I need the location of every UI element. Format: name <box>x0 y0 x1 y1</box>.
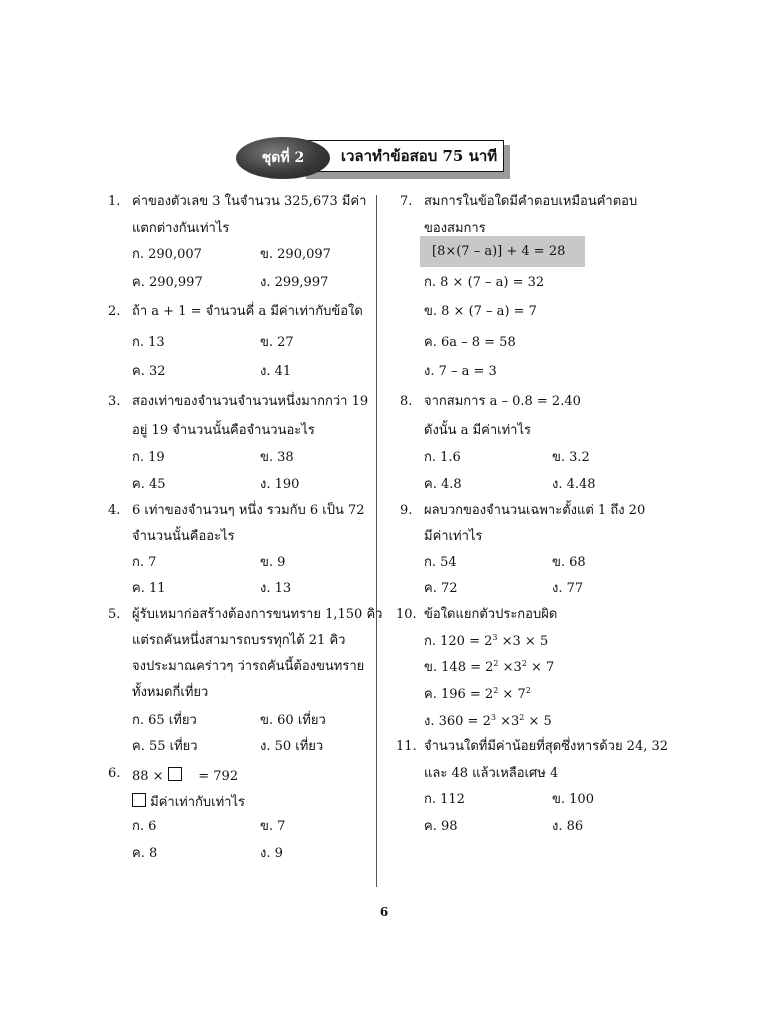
choice-a: ก. 54 <box>424 555 457 570</box>
choice-d: ง. 190 <box>260 477 300 492</box>
choice-d-rest: × 5 <box>524 714 552 729</box>
question-number: 10. <box>396 607 417 622</box>
choice-b-rest: × 7 <box>526 660 555 675</box>
question-text: แต่รถคันหนึ่งสามารถบรรทุกได้ 21 คิว <box>132 633 346 648</box>
set-label: ชุดที่ 2 <box>261 150 305 166</box>
choice-a: ก. 8 × (7 – a) = 32 <box>424 275 545 290</box>
choice-d: ง. 9 <box>260 846 283 861</box>
question-text: ทั้งหมดกี่เที่ยว <box>132 685 209 700</box>
choice-a: ก. 19 <box>132 450 165 465</box>
choice-c: ค. 55 เที่ยว <box>132 739 198 754</box>
question-text: จากสมการ a – 0.8 = 2.40 <box>424 394 581 409</box>
question-text: และ 48 แล้วเหลือเศษ 4 <box>424 766 559 781</box>
question-text <box>132 767 238 783</box>
choice-b-mid: ×3 <box>498 660 522 675</box>
choice-b: ข. 290,097 <box>260 247 331 262</box>
question-text <box>132 793 245 809</box>
choice-b <box>424 660 554 674</box>
choice-a: ก. 112 <box>424 792 465 807</box>
choice-d: ง. 299,997 <box>260 275 329 290</box>
question-number: 2. <box>108 304 121 319</box>
choice-b-base: ข. 148 = 2 <box>424 660 494 675</box>
choice-c: ค. 45 <box>132 477 166 492</box>
question-number: 1. <box>108 194 121 209</box>
blank-box-icon <box>132 793 146 807</box>
choice-b: ข. 38 <box>260 450 294 465</box>
choice-b: ข. 68 <box>552 555 586 570</box>
question-number: 7. <box>400 194 413 209</box>
question-text: จำนวนใดที่มีค่าน้อยที่สุดซึ่งหารด้วย 24, 32 <box>424 739 669 754</box>
question-text: ผู้รับเหมาก่อสร้างต้องการขนทราย 1,150 คิว <box>132 607 383 622</box>
choice-d-mid: ×3 <box>495 714 520 729</box>
choice-d <box>424 714 552 728</box>
choice-a: ก. 6 <box>132 819 157 834</box>
choice-b: ข. 60 เที่ยว <box>260 713 326 728</box>
choice-c-mid: × 7 <box>498 687 526 702</box>
question-text: 6 เท่าของจำนวนๆ หนึ่ง รวมกับ 6 เป็น 72 <box>132 503 365 518</box>
question-number: 4. <box>108 503 121 518</box>
exponent: 2 <box>519 713 525 722</box>
choice-c: ค. 11 <box>132 581 166 596</box>
exam-time-title: เวลาทำข้อสอบ 75 นาที <box>340 147 498 165</box>
equation: [8×(7 – a)] + 4 = 28 <box>432 244 566 259</box>
equation-left: 88 × <box>132 769 164 784</box>
exponent: 2 <box>493 659 499 668</box>
choice-d: ง. 4.48 <box>552 477 596 492</box>
question-text-line2: มีค่าเท่ากับเท่าไร <box>150 795 245 810</box>
choice-d: ง. 41 <box>260 364 292 379</box>
question-text: จงประมาณคร่าวๆ ว่ารถคันนี้ต้องขนทราย <box>132 659 365 674</box>
question-text: ผลบวกของจำนวนเฉพาะตั้งแต่ 1 ถึง 20 <box>424 503 646 518</box>
choice-c: ค. 72 <box>424 581 458 596</box>
question-text: ถ้า a + 1 = จำนวนคี่ a มีค่าเท่ากับข้อใด <box>132 304 363 319</box>
choice-b: ข. 27 <box>260 335 294 350</box>
question-number: 9. <box>400 503 413 518</box>
choice-d: ง. 7 – a = 3 <box>424 364 497 379</box>
choice-b: ข. 8 × (7 – a) = 7 <box>424 304 537 319</box>
choice-a: ก. 13 <box>132 335 165 350</box>
question-text: แตกต่างกันเท่าไร <box>132 221 230 236</box>
choice-d-base: ง. 360 = 2 <box>424 714 491 729</box>
exponent: 3 <box>492 633 498 642</box>
choice-a: ก. 7 <box>132 555 157 570</box>
question-text: อยู่ 19 จำนวนนั้นคือจำนวนอะไร <box>132 423 315 438</box>
question-text: สองเท่าของจำนวนจำนวนหนึ่งมากกว่า 19 <box>132 394 369 409</box>
question-number: 5. <box>108 607 121 622</box>
page-number: 6 <box>379 905 389 919</box>
choice-a: ก. 65 เที่ยว <box>132 713 197 728</box>
choice-a-rest: ×3 × 5 <box>497 634 549 649</box>
blank-box-icon <box>168 767 182 781</box>
exponent: 3 <box>490 713 496 722</box>
exponent: 2 <box>521 659 527 668</box>
choice-c: ค. 6a – 8 = 58 <box>424 335 516 350</box>
choice-c <box>424 687 531 701</box>
choice-d: ง. 86 <box>552 819 584 834</box>
choice-d: ง. 50 เที่ยว <box>260 739 324 754</box>
choice-b: ข. 7 <box>260 819 286 834</box>
choice-b: ข. 9 <box>260 555 286 570</box>
choice-d: ง. 13 <box>260 581 292 596</box>
choice-c: ค. 290,997 <box>132 275 203 290</box>
question-text: ค่าของตัวเลข 3 ในจำนวน 325,673 มีค่า <box>132 194 367 209</box>
choice-a: ก. 1.6 <box>424 450 461 465</box>
question-number: 11. <box>396 739 417 754</box>
choice-a <box>424 634 548 648</box>
equation-right: = 792 <box>198 769 239 784</box>
choice-a-base: ก. 120 = 2 <box>424 634 493 649</box>
choice-a: ก. 290,007 <box>132 247 202 262</box>
question-text: จำนวนนั้นคืออะไร <box>132 529 235 544</box>
choice-d: ง. 77 <box>552 581 584 596</box>
exponent: 2 <box>493 686 499 695</box>
question-number: 6. <box>108 766 121 781</box>
question-number: 8. <box>400 394 413 409</box>
choice-b: ข. 3.2 <box>552 450 590 465</box>
choice-c: ค. 32 <box>132 364 166 379</box>
choice-c: ค. 8 <box>132 846 158 861</box>
exponent: 2 <box>525 686 531 695</box>
question-text: มีค่าเท่าไร <box>424 529 483 544</box>
question-number: 3. <box>108 394 121 409</box>
question-text: ของสมการ <box>424 221 486 236</box>
choice-c: ค. 4.8 <box>424 477 462 492</box>
question-text: ดังนั้น a มีค่าเท่าไร <box>424 423 531 438</box>
choice-b: ข. 100 <box>552 792 594 807</box>
column-divider <box>376 195 377 887</box>
choice-c: ค. 98 <box>424 819 458 834</box>
question-text: ข้อใดแยกตัวประกอบผิด <box>424 607 558 622</box>
choice-c-base: ค. 196 = 2 <box>424 687 494 702</box>
question-text: สมการในข้อใดมีคำตอบเหมือนคำตอบ <box>424 194 638 209</box>
